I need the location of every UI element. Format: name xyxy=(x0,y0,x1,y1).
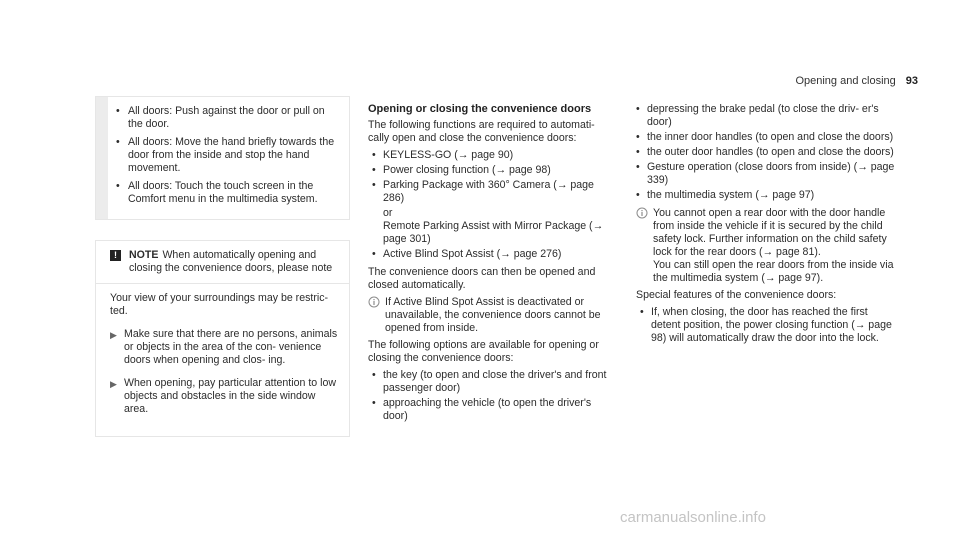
note-label: NOTE xyxy=(129,249,159,261)
list-item: • depressing the brake pedal (to close the driv- er's door) xyxy=(636,103,896,129)
note-heading-text: When automatically opening and closing the convenience doors, please note xyxy=(129,249,333,274)
info-note xyxy=(368,296,618,335)
info-icon xyxy=(368,296,380,308)
page-number: 93 xyxy=(905,75,918,87)
note-step xyxy=(110,377,339,416)
note-step xyxy=(110,328,339,367)
list-item: • Power closing function (→ page 98) xyxy=(372,164,618,177)
watermark: carmanualsonline.info xyxy=(620,509,766,526)
gesture-box xyxy=(95,96,350,220)
list-item: • the multimedia system (→ page 97) xyxy=(636,189,896,202)
note-body xyxy=(96,284,349,436)
info-note xyxy=(636,207,896,285)
list-item: • the key (to open and close the driver's and front passenger door) xyxy=(372,369,618,395)
play-arrow-icon: ▶ xyxy=(110,379,117,389)
option-list-continued xyxy=(636,103,896,202)
section-title: Opening and closing xyxy=(795,75,896,87)
list-item: • All doors: Move the hand briefly towards the door from the inside and stop the hand movement. xyxy=(116,136,339,175)
list-item: • All doors: Push against the door or pull on the door. xyxy=(116,105,339,131)
list-item: • All doors: Touch the touch screen in the Comfort menu in the multimedia system. xyxy=(116,180,339,206)
list-item: • KEYLESS-GO (→ page 90) xyxy=(372,149,618,162)
note-body-text: Your view of your surroundings may be restric- ted. xyxy=(110,292,329,317)
or-text: or xyxy=(383,207,393,219)
info-icon xyxy=(636,207,648,219)
note-heading xyxy=(129,249,339,275)
function-list xyxy=(368,149,618,261)
note-step-text: When opening, pay particular attention to low objects and obstacles in the side window area. xyxy=(124,377,337,415)
list-item xyxy=(372,179,618,246)
play-arrow-icon: ▶ xyxy=(110,330,117,340)
list-item: • the outer door handles (to open and close the doors) xyxy=(636,146,896,159)
info-text xyxy=(653,207,896,285)
note-box xyxy=(95,240,350,437)
info-text-part2: You can still open the rear doors from the inside via the multimedia system (→ page 97). xyxy=(653,259,894,284)
list-item: • Active Blind Spot Assist (→ page 276) xyxy=(372,248,618,261)
paragraph: Special features of the convenience doors: xyxy=(636,289,837,301)
column-left xyxy=(95,96,350,437)
column-right xyxy=(636,103,896,350)
option-list xyxy=(368,369,618,423)
info-text: If Active Blind Spot Assist is deactivated or unavailable, the convenience doors cannot be opened from inside. xyxy=(385,296,601,334)
note-header xyxy=(96,241,349,284)
warning-icon: ! xyxy=(110,250,121,261)
info-text-part1: You cannot open a rear door with the door handle from inside the vehicle if it is secured by the child safety lock. Further information on the child safety lock for the rear doors (→ page 81). xyxy=(653,207,887,258)
list-item: • Gesture operation (close doors from inside) (→ page 339) xyxy=(636,161,896,187)
gesture-list xyxy=(116,105,339,206)
paragraph: The convenience doors can then be opened and closed automatically. xyxy=(368,266,596,291)
special-list xyxy=(636,306,896,345)
list-item-text: Parking Package with 360° Camera (→ page 286) xyxy=(383,179,594,204)
paragraph: The following options are available for opening or closing the convenience doors: xyxy=(368,339,599,364)
list-item: • If, when closing, the door has reached the first detent position, the power closing function (→ page 98) will automatically draw the door into the lock. xyxy=(640,306,896,345)
note-step-text: Make sure that there are no persons, animals or objects in the area of the con- venience doors when opening and clos- ing. xyxy=(124,328,338,366)
list-item: • the inner door handles (to open and close the doors) xyxy=(636,131,896,144)
column-middle xyxy=(368,103,618,428)
remote-parking-text: Remote Parking Assist with Mirror Package (→ page 301) xyxy=(383,220,604,245)
page-header xyxy=(795,75,918,88)
paragraph: The following functions are required to automati- cally open and close the convenience doors: xyxy=(368,119,595,144)
list-item: • approaching the vehicle (to open the driver's door) xyxy=(372,397,618,423)
section-heading: Opening or closing the convenience doors xyxy=(368,103,592,115)
